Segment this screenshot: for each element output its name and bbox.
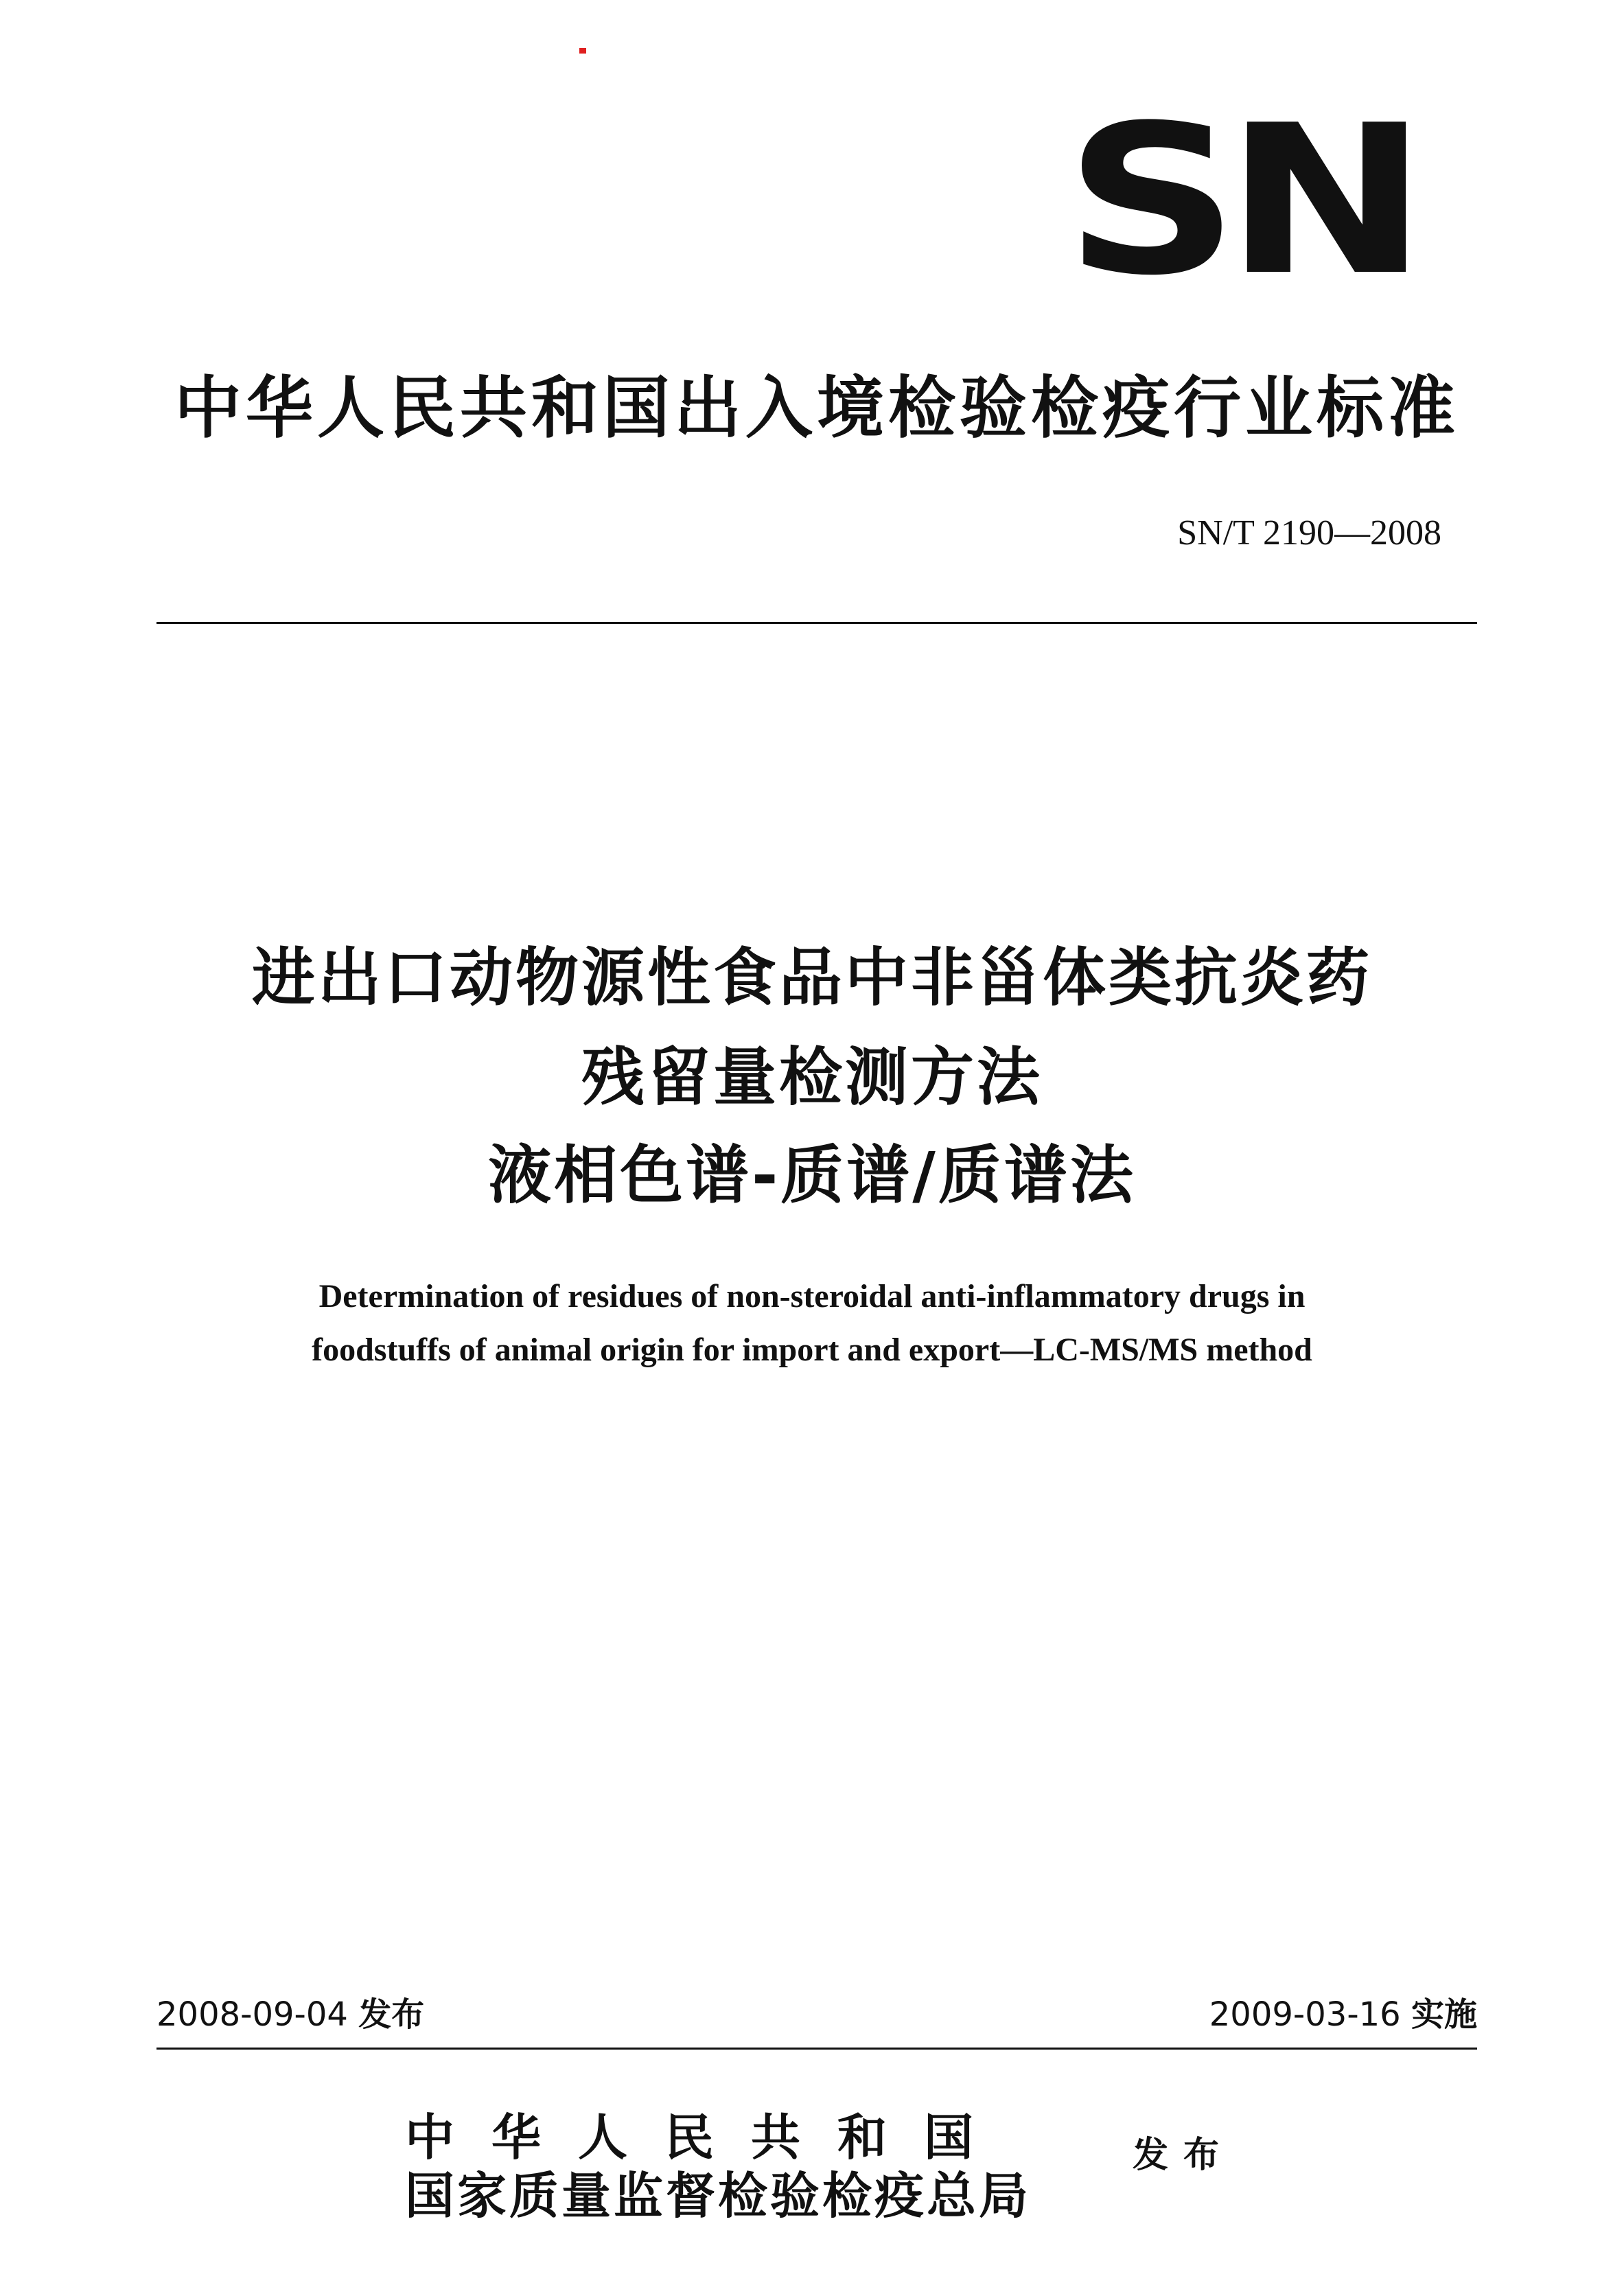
implement-date-value: 2009-03-16 [1209,1995,1401,2034]
sn-logo: SN [1064,81,1414,321]
issuer-line-2: 国家质量监督检验检疫总局 [405,2166,1032,2225]
standard-class-title: 中华人民共和国出入境检验检疫行业标准 [174,369,1459,448]
implement-date [1098,1991,1477,2039]
issue-date-label: 发布 [358,1995,425,2034]
issuer-line-1: 中华人民共和国 [405,2108,1011,2166]
title-en-line-1: Determination of residues of non-steroidal anti-inflammatory drugs in [318,1278,1306,1314]
top-divider [156,622,1477,624]
standard-code: SN/T 2190—2008 [1177,513,1441,553]
issue-date [156,1991,424,2039]
red-mark [579,48,586,54]
implement-date-label: 实施 [1411,1995,1477,2034]
title-zh-line-2: 残留量检测方法 [581,1041,1043,1114]
bottom-divider [156,2048,1477,2050]
title-zh-line-3: 液相色谱-质谱/质谱法 [488,1139,1136,1212]
release-label: 发布 [1133,2135,1235,2176]
title-en-line-2: foodstuffs of animal origin for import and export—LC-MS/MS method [312,1332,1312,1368]
title-zh-line-1: 进出口动物源性食品中非甾体类抗炎药 [251,941,1372,1014]
issue-date-value: 2008-09-04 [156,1995,348,2034]
